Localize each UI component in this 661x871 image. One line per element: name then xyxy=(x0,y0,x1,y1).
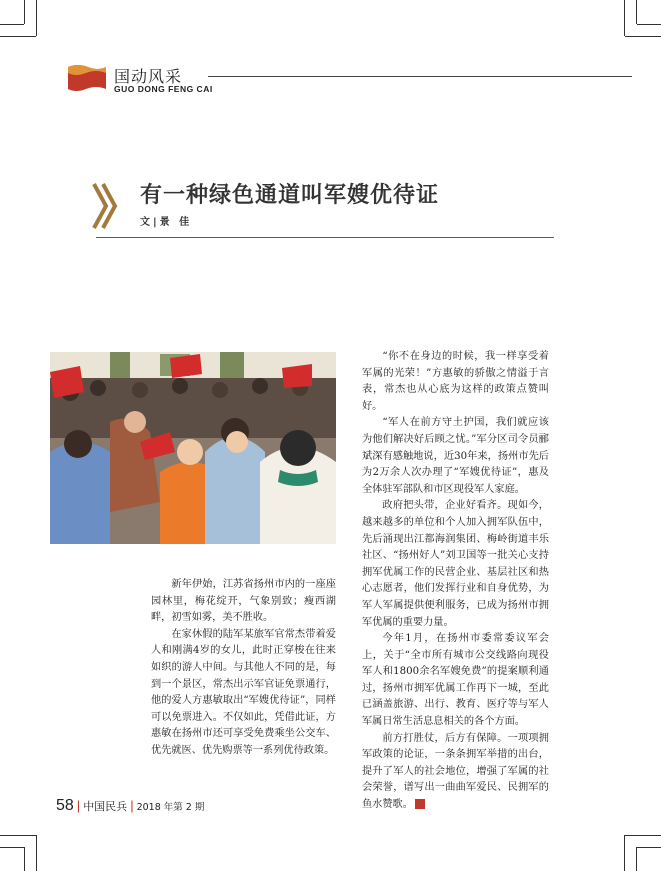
paragraph: 在家休假的陆军某旅军官常杰带着爱人和刚满4岁的女儿，此时正穿梭在往来如织的游人中间。与其他人不同的是，每到一个景区，常杰出示军官证免票通行，他的爱人方惠敏取出“军嫂优待证”，同样可以免票进入。不仅如此，凭借此证，方惠敏在扬州市还可享受免费乘坐公交车、优先就医、优先购票等一系列优待政策。 xyxy=(151,628,336,756)
page-footer xyxy=(56,797,204,815)
article-title: 有一种绿色通道叫军嫂优待证 xyxy=(140,183,440,208)
crop-mark-top-left-v2 xyxy=(24,0,25,24)
double-chevron-icon xyxy=(92,182,118,230)
crop-mark-top-right-h2 xyxy=(637,24,661,25)
crop-mark-bottom-right-h2 xyxy=(637,847,661,848)
crowd-photo xyxy=(50,352,336,544)
page-number: 58 xyxy=(56,797,74,814)
paragraph: 政府把头带，企业好看齐。现如今，越来越多的单位和个人加入拥军队伍中，先后涌现出江都海润集团、梅岭街道丰乐社区、“扬州好人”刘卫国等一批关心支持拥军优属工作的民营企业、基层社区和热心志愿者，他们发挥行业和自身优势，为军人军属提供便利服务，已成为扬州市拥军优属的重要力量。 xyxy=(362,500,549,628)
crop-mark-bottom-left-v xyxy=(36,835,37,871)
crop-mark-top-right-h xyxy=(625,36,661,37)
magazine-name: 中国民兵 xyxy=(83,800,128,813)
crop-mark-top-right-v xyxy=(624,0,625,36)
crop-mark-bottom-right-h xyxy=(625,835,661,836)
crop-mark-bottom-right-v2 xyxy=(636,847,637,871)
footer-divider: | xyxy=(130,798,134,813)
title-divider xyxy=(96,237,554,238)
issue-label: 2018 年第 2 期 xyxy=(136,802,205,813)
left-text-column xyxy=(151,577,336,760)
crop-mark-top-left-v xyxy=(36,0,37,36)
section-title: 国动风采 xyxy=(114,67,183,86)
right-text-column xyxy=(362,349,549,814)
paragraph: 新年伊始，江苏省扬州市内的一座座园林里，梅花绽开，气象别致；瘦西湖畔，初雪如雾，美不胜收。 xyxy=(151,579,336,624)
paragraph: 今年1月，在扬州市委常委议军会上，关于“全市所有城市公交线路向现役军人和1800余名军嫂免费”的提案顺利通过，扬州市拥军优属工作再下一城，至此已涵盖旅游、出行、教育、医疗等与军人军属日常生活息息相关的各个方面。 xyxy=(362,633,549,728)
paragraph: “军人在前方守土护国，我们就应该为他们解决好后顾之忧。”军分区司令员郦斌深有感触地说，近30年来，扬州市先后为2万余人次办理了“军嫂优待证”，惠及全体驻军部队和市区现役军人家庭。 xyxy=(362,417,549,495)
flag-icon xyxy=(66,63,106,91)
paragraph: “你不在身边的时候，我一样享受着军属的光荣！”方惠敏的骄傲之情溢于言表，常杰也从心底为这样的政策点赞叫好。 xyxy=(362,351,549,412)
crop-mark-bottom-left-v2 xyxy=(24,847,25,871)
footer-divider: | xyxy=(76,798,81,813)
section-divider xyxy=(208,76,632,77)
paragraph-text: 前方打胜仗，后方有保障。一项项拥军政策的论证，一条条拥军举措的出台，提升了军人的社会地位，增强了军属的社会荣誉，谱写出一曲曲军爱民、民拥军的鱼水赞歌。 xyxy=(362,732,549,811)
article-byline: 文|景 佳 xyxy=(140,217,193,228)
crop-mark-top-right-v2 xyxy=(636,0,637,24)
crop-mark-bottom-left-h2 xyxy=(0,847,24,848)
crop-mark-top-left-h xyxy=(0,36,36,37)
magazine-end-mark-icon: ✦ xyxy=(415,799,425,809)
crop-mark-bottom-left-h xyxy=(0,835,36,836)
section-subtitle: GUO DONG FENG CAI xyxy=(114,84,213,94)
crop-mark-top-left-h2 xyxy=(0,24,24,25)
paragraph-last xyxy=(362,731,549,814)
crop-mark-bottom-right-v xyxy=(624,835,625,871)
